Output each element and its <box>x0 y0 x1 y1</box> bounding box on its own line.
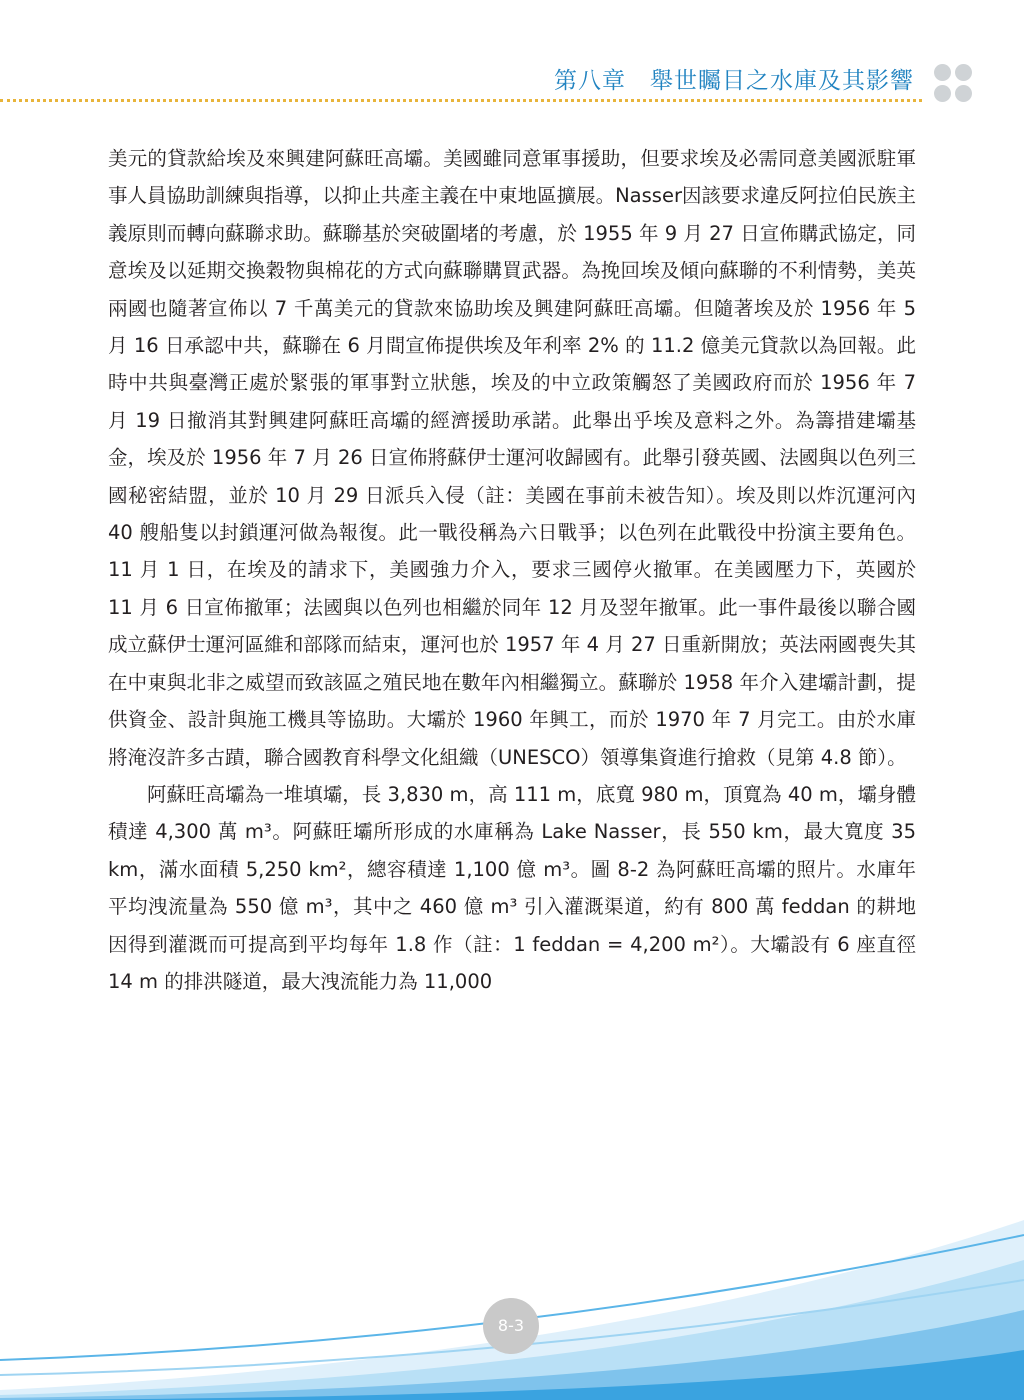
paragraph-1: 美元的貸款給埃及來興建阿蘇旺高壩。美國雖同意軍事援助，但要求埃及必需同意美國派駐軍事人員協助訓練與指導，以抑止共產主義在中東地區擴展。Nasser因該要求違反阿拉伯民族主義原則而轉向蘇聯求助。蘇聯基於突破圍堵的考慮，於 1955 年 9 月 27 日宣佈購武協定，同意埃及以延期交換穀物與棉花的方式向蘇聯購買武器。為挽回埃及傾向蘇聯的不利情勢，美英兩國也隨著宣佈以 7 千萬美元的貸款來協助埃及興建阿蘇旺高壩。但隨著埃及於 1956 年 5 月 16 日承認中共，蘇聯在 6 月間宣佈提供埃及年利率 2% 的 11.2 億美元貸款以為回報。此時中共與臺灣正處於緊張的軍事對立狀態，埃及的中立政策觸怒了美國政府而於 1956 年 7 月 19 日撤消其對興建阿蘇旺高壩的經濟援助承諾。此舉出乎埃及意料之外。為籌措建壩基金，埃及於 1956 年 7 月 26 日宣佈將蘇伊士運河收歸國有。此舉引發英國、法國與以色列三國秘密結盟，並於 10 月 29 日派兵入侵（註：美國在事前未被告知）。埃及則以炸沉運河內 40 艘船隻以封鎖運河做為報復。此一戰役稱為六日戰爭；以色列在此戰役中扮演主要角色。11 月 1 日，在埃及的請求下，美國強力介入，要求三國停火撤軍。在美國壓力下，英國於 11 月 6 日宣佈撤軍；法國與以色列也相繼於同年 12 月及翌年撤軍。此一事件最後以聯合國成立蘇伊士運河區維和部隊而結束，運河也於 1957 年 4 月 27 日重新開放；英法兩國喪失其在中東與北非之威望而致該區之殖民地在數年內相繼獨立。蘇聯於 1958 年介入建壩計劃，提供資金、設計與施工機具等協助。大壩於 1960 年興工，而於 1970 年 7 月完工。由於水庫將淹沒許多古蹟，聯合國教育科學文化組織（UNESCO）領導集資進行搶救（見第 4.8 節）。 <box>108 147 916 769</box>
paragraph-2: 阿蘇旺高壩為一堆填壩，長 3,830 m，高 111 m，底寬 980 m，頂寬為 40 m，壩身體積達 4,300 萬 m³。阿蘇旺壩所形成的水庫稱為 Lake Nasser，長 550 km，最大寬度 35 km，滿水面積 5,250 km²，總容積達 1,100 億 m³。圖 8-2 為阿蘇旺高壩的照片。水庫年平均洩流量為 550 億 m³，其中之 460 億 m³ 引入灌溉渠道，約有 800 萬 feddan 的耕地因得到灌溉而可提高到平均每年 1.8 作（註：1 feddan = 4,200 m²）。大壩設有 6 座直徑 14 m 的排洪隧道，最大洩流能力為 11,000 <box>108 782 916 993</box>
page-number-badge: 8-3 <box>483 1298 539 1354</box>
header-divider <box>0 99 922 102</box>
decorative-dots-icon <box>934 64 974 104</box>
body-text <box>108 140 916 1000</box>
chapter-title: 第八章 舉世矚目之水庫及其影響 <box>554 68 914 94</box>
